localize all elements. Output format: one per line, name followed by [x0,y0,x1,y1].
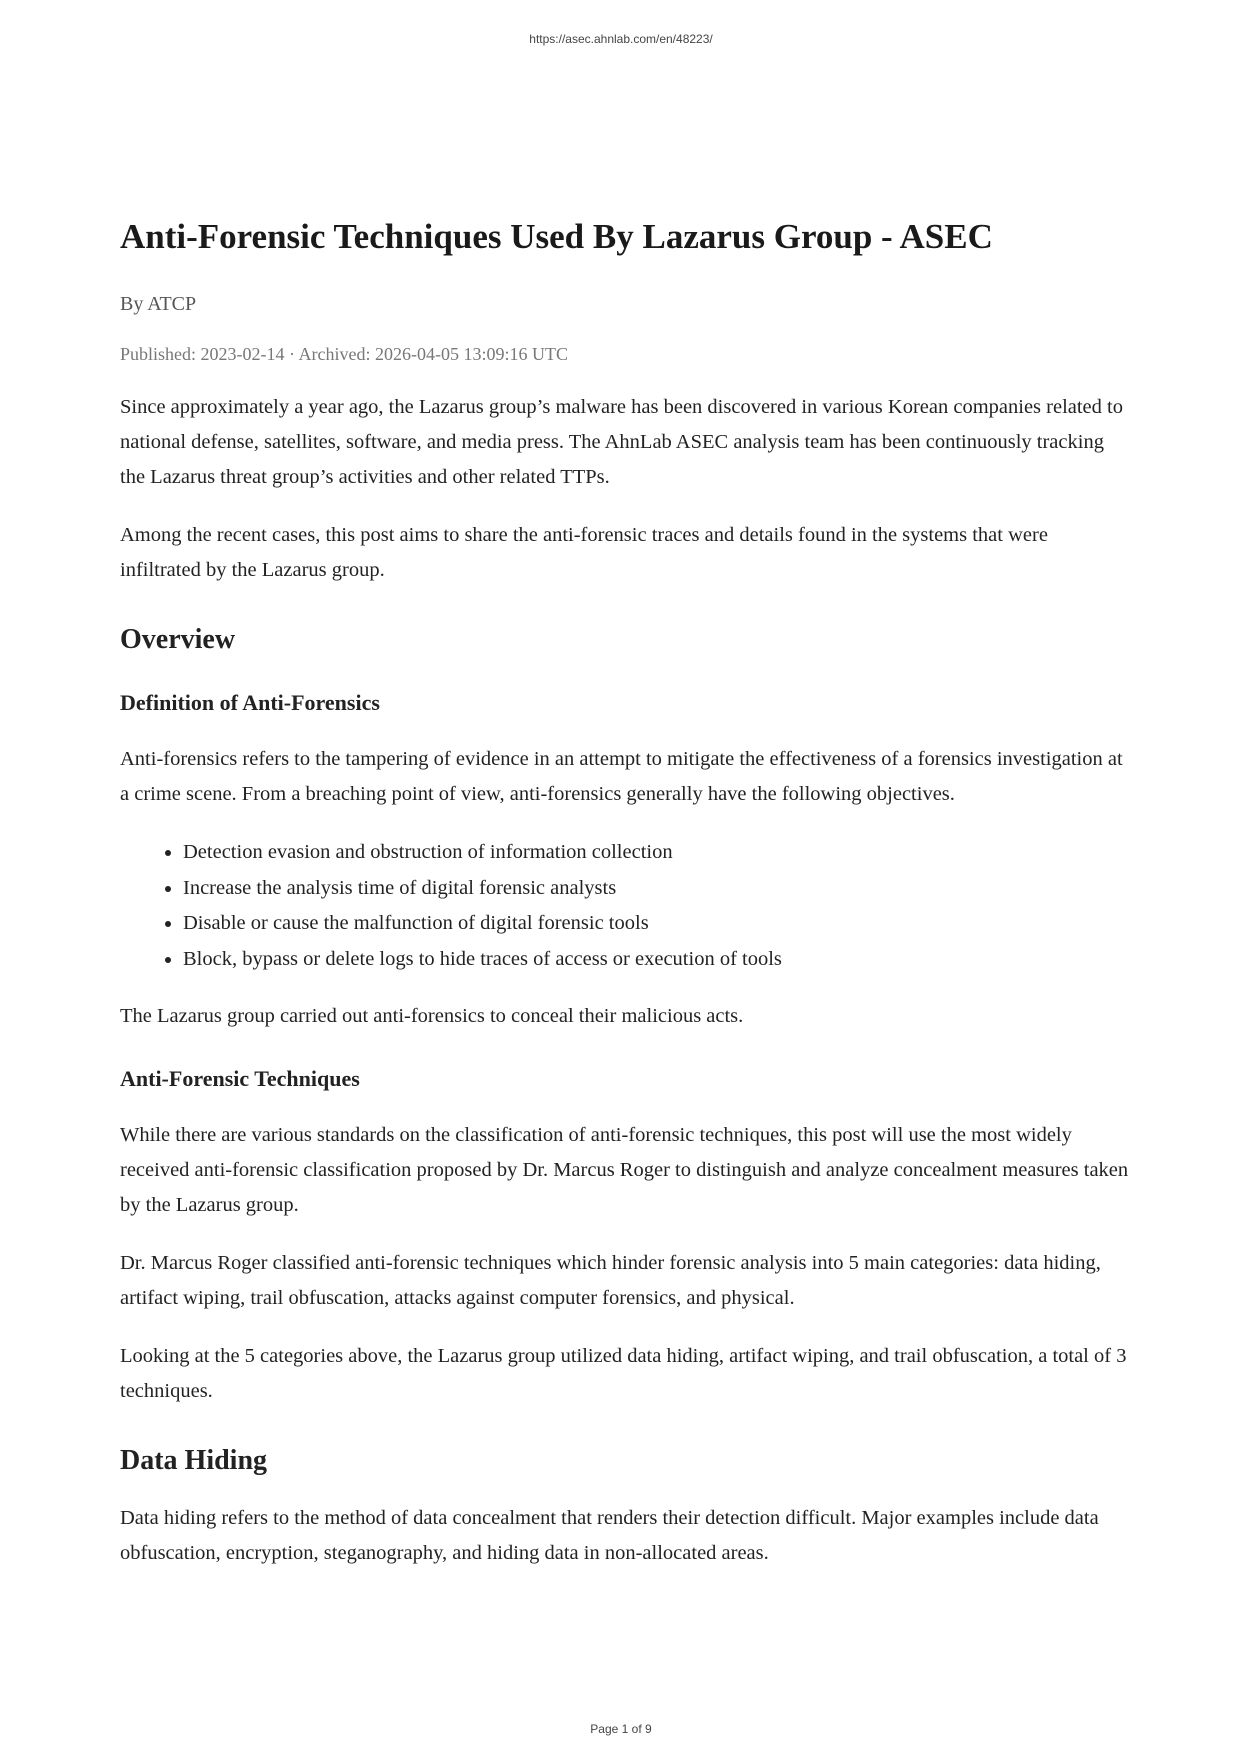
list-item: • Increase the analysis time of digital forensic analysts [183,871,1130,907]
article-title: Anti-Forensic Techniques Used By Lazarus Group - ASEC [120,217,993,256]
list-item: • Disable or cause the malfunction of digital forensic tools [183,906,1130,942]
paragraph: Anti-forensics refers to the tampering of evidence in an attempt to mitigate the effectiveness of a forensics investigation at a crime scene. From a breaching point of view, anti-forensics generally have the following objectives. [120,748,1123,805]
paragraph: Data hiding refers to the method of data concealment that renders their detection difficult. Major examples include data obfuscation, encryption, steganography, and hiding data in non-allocated areas. [120,1507,1099,1564]
heading-techniques: Anti-Forensic Techniques [120,1066,360,1091]
page-url: https://asec.ahnlab.com/en/48223/ [529,32,713,46]
list-item: • Block, bypass or delete logs to hide traces of access or execution of tools [183,942,1130,978]
heading-definition: Definition of Anti-Forensics [120,690,380,715]
paragraph: Since approximately a year ago, the Lazarus group’s malware has been discovered in various Korean companies related to national defense, satellites, software, and media press. The AhnLab ASEC analysis team has been continuously tracking the Lazarus threat group’s activities and other related TTPs. [120,396,1123,488]
publish-meta: Published: 2023-02-14 · Archived: 2026-04-05 13:09:16 UTC [120,344,568,364]
heading-data-hiding: Data Hiding [120,1445,268,1476]
paragraph: Dr. Marcus Roger classified anti-forensic techniques which hinder forensic analysis into 5 main categories: data hiding, artifact wiping, trail obfuscation, attacks against computer forensics, and physical. [120,1252,1101,1309]
list-item: • Detection evasion and obstruction of information collection [183,835,1130,871]
page-number: Page 1 of 9 [590,1722,652,1736]
paragraph: The Lazarus group carried out anti-forensics to conceal their malicious acts. [120,1005,744,1027]
paragraph: Among the recent cases, this post aims to share the anti-forensic traces and details found in the systems that were infiltrated by the Lazarus group. [120,524,1048,581]
byline: By ATCP [120,293,197,315]
objectives-list [120,835,1130,977]
paragraph: Looking at the 5 categories above, the Lazarus group utilized data hiding, artifact wiping, and trail obfuscation, a total of 3 techniques. [120,1345,1127,1402]
article [120,214,1130,1594]
heading-overview: Overview [120,624,236,655]
paragraph: While there are various standards on the classification of anti-forensic techniques, this post will use the most widely received anti-forensic classification proposed by Dr. Marcus Roger to distinguish and analyze concealment measures taken by the Lazarus group. [120,1124,1129,1216]
